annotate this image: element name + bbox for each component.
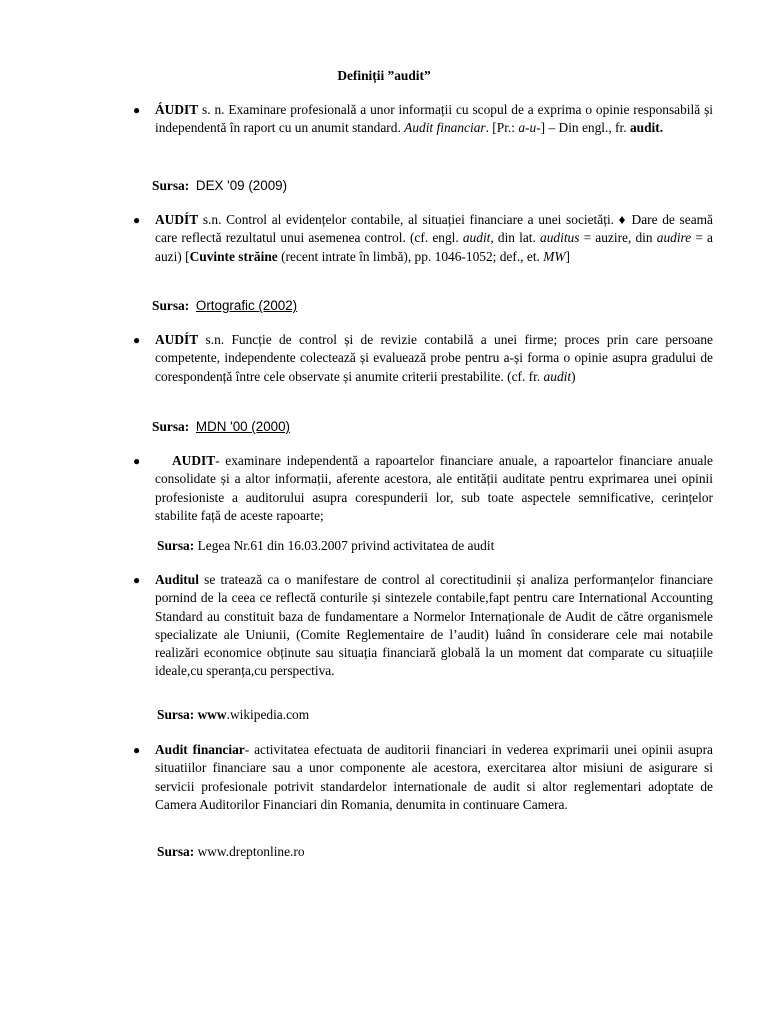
source-value: DEX '09 (2009): [195, 178, 288, 193]
source-line-6: [157, 843, 305, 861]
bullet-icon: ●: [133, 454, 141, 468]
source-value: www.dreptonline.ro: [197, 844, 305, 859]
source-link[interactable]: MDN '00 (2000): [195, 419, 291, 434]
source-value: Legea Nr.61 din 16.03.2007 privind activitatea de audit: [197, 538, 495, 553]
entry-term: AUDÍT: [155, 332, 199, 347]
source-line-2: [152, 297, 297, 315]
definition-entry-1: ● ÁUDIT s. n. Examinare profesională a unor informații cu scopul de a exprima o opinie responsabilă și independentă în raport cu un anumit standard. Audit financiar. [Pr.: a-u-] – Din engl., fr. audit.: [133, 102, 713, 136]
source-line-4: [157, 537, 494, 555]
definition-entry-3: ● AUDÍT s.n. Funcție de control și de revizie contabilă a unei firme; proces prin care persoane competente, independente colectează și evaluează probe pentru a-și forma o opinie asupra gradului de corespondență între cele observate și anumite criterii prestabilite. (cf. fr. audit): [133, 332, 713, 384]
source-line-1: [152, 177, 287, 195]
entry-term: Audit financiar: [155, 742, 245, 757]
source-value: .wikipedia.com: [226, 707, 310, 722]
source-line-3: [152, 418, 290, 436]
entry-term: ÁUDIT: [155, 102, 199, 117]
entry-term: AUDIT: [171, 453, 216, 468]
page-title: Definiții ”audit”: [337, 68, 431, 83]
source-label: Sursa:: [152, 178, 190, 193]
bullet-icon: ●: [133, 333, 141, 347]
source-label: Sursa:: [157, 844, 195, 859]
source-label: Sursa:: [157, 538, 195, 553]
entry-term: AUDÍT: [155, 212, 199, 227]
definition-entry-6: ● Audit financiar- activitatea efectuata de auditorii financiari in vederea exprimarii unei opinii asupra situatiilor financiare sau a unor componente ale acestora, exercitarea altor misiuni de asigurare si servicii profesionale potrivit standardelor internationale de audit si altor reglementari adoptate de Camera Auditorilor Financiari din Romania, denumita in continuare Camera.: [133, 742, 713, 812]
definition-entry-2: ● AUDÍT s.n. Control al evidențelor contabile, al situației financiare a unei societăți. ♦ Dare de seamă care reflectă rezultatul unui asemenea control. (cf. engl. audit, din lat. auditus = auzire, din audire = a auzi) [Cuvinte străine (recent intrate în limbă), pp. 1046-1052; def., et. MW]: [133, 212, 713, 264]
bullet-icon: ●: [133, 103, 141, 117]
entry-term: Auditul: [155, 572, 199, 587]
bullet-icon: ●: [133, 743, 141, 757]
definition-entry-5: ● Auditul se tratează ca o manifestare de control al corectitudinii și analiza performanțelor financiare pornind de la ceea ce reflectă conturile și sintezele contabile,fapt pentru care International Accounting Standard au constituit baza de fundamentare a Normelor Internaționale de Audit de către organismele specializate ale Uniunii, (Comite Reglementaire de l’audit) luând în considerare cele mai notabile realizări economice obținute sau situația financiară globală la un moment dat comparate cu situațiile ideale,cu speranța,cu perspectiva.: [133, 572, 713, 679]
source-link[interactable]: Ortografic (2002): [195, 298, 298, 313]
source-label: Sursa:: [152, 419, 190, 434]
bullet-icon: ●: [133, 573, 141, 587]
definition-entry-4: ● AUDIT- examinare independentă a rapoartelor financiare anuale, a rapoartelor financiare anuale consolidate și a altor informații, aferente acestora, ale entității auditate pentru exprimarea unei opinii profesioniste a auditorului asupra corespunderii lor, sub toate aspectele semnificative, cerințelor stabilite față de aceste rapoarte;: [133, 453, 713, 523]
source-line-5: Sursa: www.wikipedia.com: [157, 707, 310, 722]
source-label: Sursa:: [157, 707, 195, 722]
source-label: Sursa:: [152, 298, 190, 313]
bullet-icon: ●: [133, 213, 141, 227]
